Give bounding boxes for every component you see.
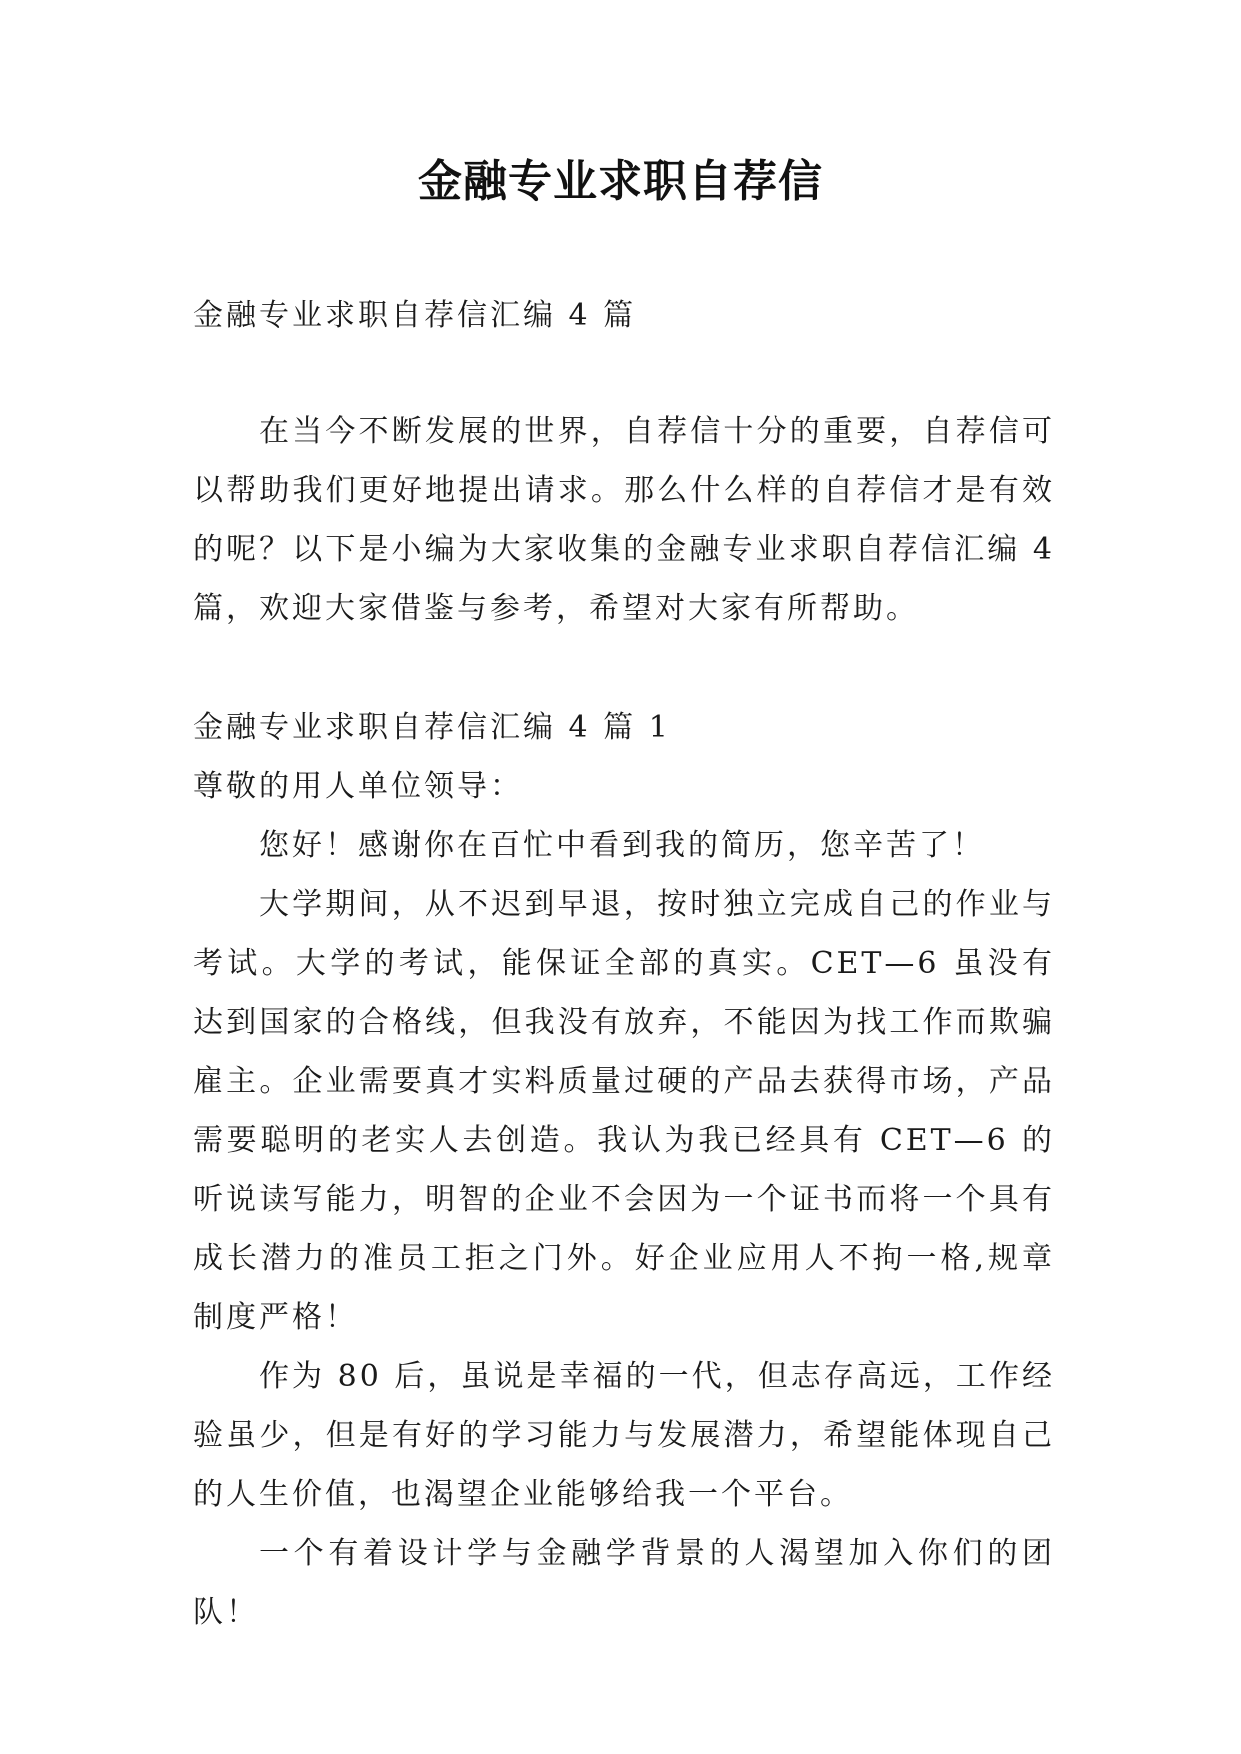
letter-paragraph: 您好！感谢你在百忙中看到我的简历，您辛苦了！ bbox=[259, 828, 985, 863]
letter-section bbox=[193, 698, 1055, 1642]
document-subtitle: 金融专业求职自荐信汇编 4 篇 bbox=[193, 298, 637, 333]
section-heading: 金融专业求职自荐信汇编 4 篇 1 bbox=[193, 710, 671, 745]
letter-paragraph: 作为 80 后，虽说是幸福的一代，但志存高远，工作经验虽少，但是有好的学习能力与发展潜力，希望能体现自己的人生价值，也渴望企业能够给我一个平台。 bbox=[193, 1359, 1055, 1512]
letter-paragraph: 一个有着设计学与金融学背景的人渴望加入你们的团队！ bbox=[193, 1536, 1055, 1630]
page-title: 金融专业求职自荐信 bbox=[418, 156, 823, 207]
intro-paragraph: 在当今不断发展的世界，自荐信十分的重要，自荐信可以帮助我们更好地提出请求。那么什么样的自荐信才是有效的呢？以下是小编为大家收集的金融专业求职自荐信汇编 4 篇，欢迎大家借鉴与参考，希望对大家有所帮助。 bbox=[193, 414, 1055, 626]
salutation: 尊敬的用人单位领导： bbox=[193, 769, 523, 804]
letter-paragraph: 大学期间，从不迟到早退，按时独立完成自己的作业与考试。大学的考试，能保证全部的真实。CET—6 虽没有达到国家的合格线，但我没有放弃，不能因为找工作而欺骗雇主。企业需要真才实料质量过硬的产品去获得市场，产品需要聪明的老实人去创造。我认为我已经具有 CET—6 的听说读写能力，明智的企业不会因为一个证书而将一个具有成长潜力的准员工拒之门外。好企业应用人不拘一格,规章制度严格！ bbox=[193, 887, 1055, 1335]
